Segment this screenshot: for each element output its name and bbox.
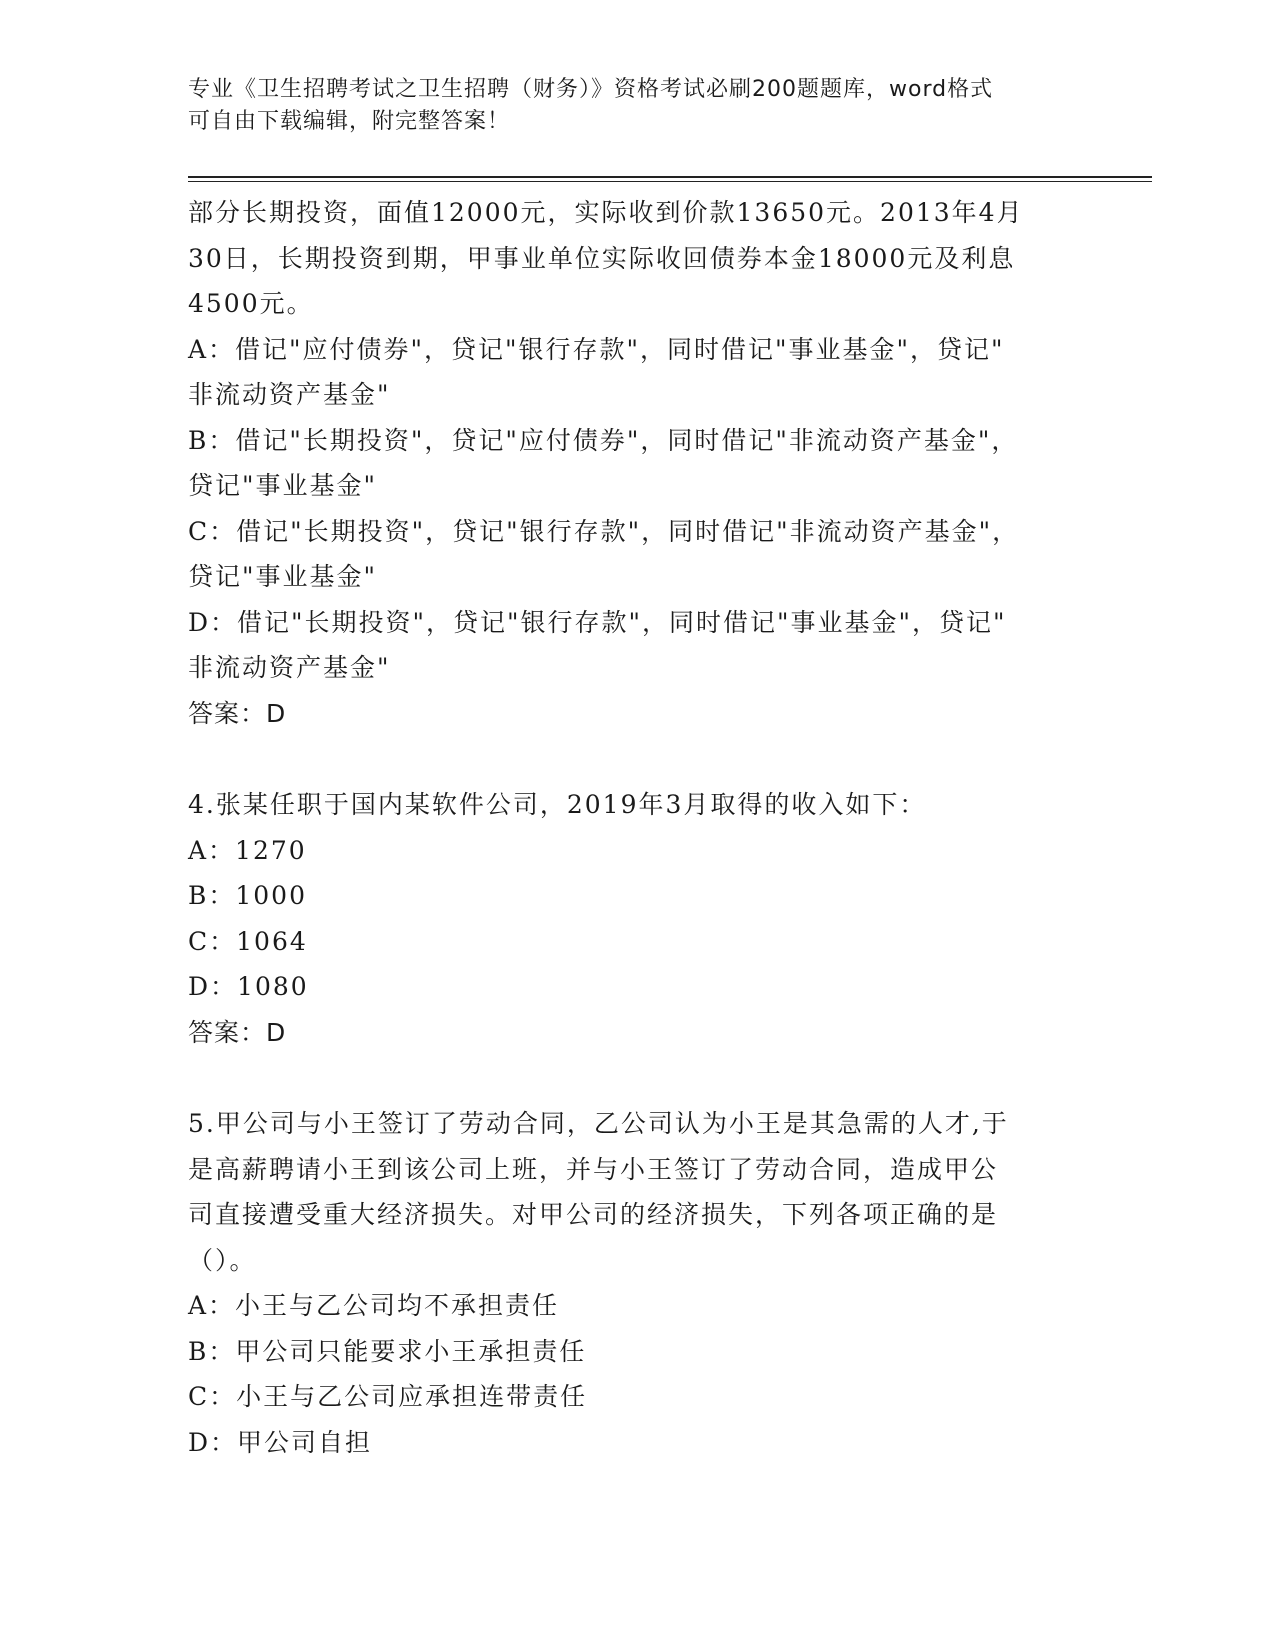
question-3-option-b-line-1: B：借记"长期投资"，贷记"应付债券"，同时借记"非流动资产基金"， [188, 425, 1019, 455]
question-5-option-d: D：甲公司自担 [188, 1427, 373, 1457]
question-4-stem: 4.张某任职于国内某软件公司，2019年3月取得的收入如下： [188, 790, 927, 819]
question-4-answer: 答案：D [188, 1017, 287, 1047]
spacer [188, 736, 1078, 782]
question-5-stem-line-2: 是高薪聘请小王到该公司上班，并与小王签订了劳动合同，造成甲公 [188, 1154, 999, 1184]
question-3-stem-line-3: 4500元。 [188, 289, 314, 318]
question-5 [188, 1101, 1078, 1465]
question-3-option-c-line-1: C：借记"长期投资"，贷记"银行存款"，同时借记"非流动资产基金"， [188, 516, 1020, 546]
header-rule-thick [188, 176, 1152, 178]
question-3-option-a-line-1: A：借记"应付债券"，贷记"银行存款"，同时借记"事业基金"，贷记" [188, 334, 1005, 364]
question-3-option-c-line-2: 贷记"事业基金" [188, 562, 377, 591]
question-3-stem-line-1: 部分长期投资，面值12000元，实际收到价款13650元。2013年4月 [188, 198, 1024, 227]
question-5-option-b: B：甲公司只能要求小王承担责任 [188, 1336, 587, 1366]
question-4-option-d: D：1080 [188, 972, 309, 1001]
question-5-option-c: C：小王与乙公司应承担连带责任 [188, 1382, 588, 1411]
question-5-stem-line-1: 5.甲公司与小王签订了劳动合同，乙公司认为小王是其急需的人才,于 [188, 1109, 1009, 1138]
question-4-option-b: B：1000 [188, 881, 307, 910]
question-3-option-d-line-1: D：借记"长期投资"，贷记"银行存款"，同时借记"事业基金"，贷记" [188, 607, 1007, 637]
question-5-stem-line-4: （）。 [188, 1245, 257, 1275]
question-5-option-a: A：小王与乙公司均不承担责任 [188, 1291, 560, 1320]
question-4-option-c: C：1064 [188, 926, 308, 956]
spacer [188, 1055, 1078, 1101]
question-4 [188, 782, 1078, 1055]
question-3-option-d-line-2: 非流动资产基金" [188, 653, 391, 682]
question-3-option-a-line-2: 非流动资产基金" [188, 380, 391, 409]
question-4-option-a: A：1270 [188, 835, 307, 865]
question-5-stem-line-3: 司直接遭受重大经济损失。对甲公司的经济损失，下列各项正确的是 [188, 1200, 999, 1229]
document-body [188, 190, 1078, 1465]
header-rule-thin [188, 181, 1152, 182]
question-3-answer: 答案：D [188, 698, 287, 728]
header-line-2: 可自由下载编辑，附完整答案！ [188, 109, 511, 134]
question-3 [188, 190, 1078, 736]
question-3-option-b-line-2: 贷记"事业基金" [188, 471, 377, 500]
question-3-stem-line-2: 30日，长期投资到期，甲事业单位实际收回债券本金18000元及利息 [188, 243, 1016, 273]
document-header [188, 74, 1068, 138]
header-line-1: 专业《卫生招聘考试之卫生招聘（财务）》资格考试必刷200题题库，word格式 [188, 77, 994, 102]
